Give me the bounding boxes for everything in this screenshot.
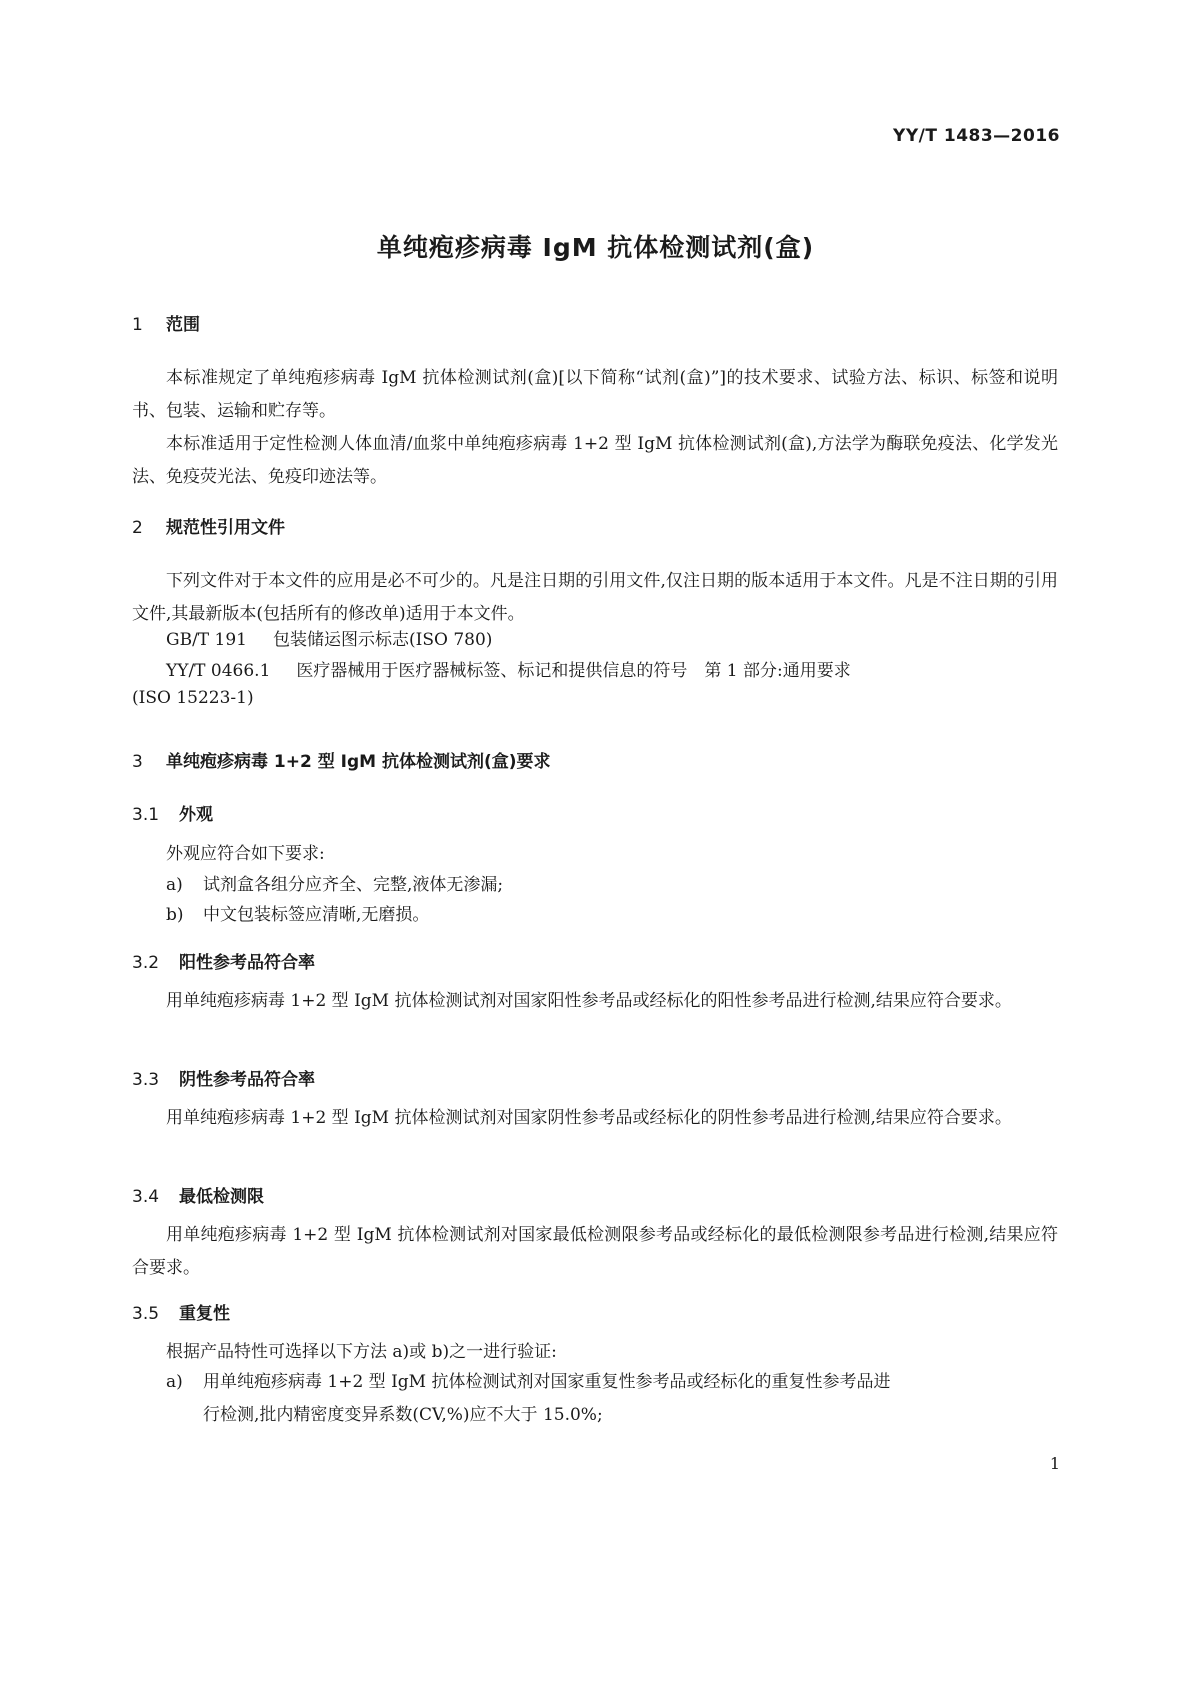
section-2-paragraph-1: 下列文件对于本文件的应用是必不可少的。凡是注日期的引用文件,仅注日期的版本适用于本文件。凡是不注日期的引用文件,其最新版本(包括所有的修改单)适用于本文件。 xyxy=(132,571,1058,624)
reference-1 xyxy=(166,624,492,657)
list-item-text: 试剂盒各组分应齐全、完整,液体无渗漏; xyxy=(203,875,504,895)
list-item xyxy=(166,869,1058,902)
subsection-3-3-heading xyxy=(132,1065,315,1090)
subsection-title: 最低检测限 xyxy=(179,1187,264,1207)
document-title: 单纯疱疹病毒 IgM 抗体检测试剂(盒) xyxy=(376,233,815,262)
subsection-number: 3.4 xyxy=(132,1187,160,1207)
standard-code: YY/T 1483—2016 xyxy=(893,126,1060,146)
subsection-title: 阳性参考品符合率 xyxy=(179,953,315,973)
subsection-number: 3.5 xyxy=(132,1304,160,1324)
subsection-title: 外观 xyxy=(179,805,213,825)
section-number: 2 xyxy=(132,518,143,538)
subsection-3-2-heading xyxy=(132,948,315,973)
list-item xyxy=(166,1366,1058,1432)
list-item-text: 用单纯疱疹病毒 1+2 型 IgM 抗体检测试剂对国家重复性参考品或经标化的重复性参考品进 xyxy=(203,1372,891,1392)
list-item xyxy=(166,899,1058,932)
reference-title: 包装储运图示标志(ISO 780) xyxy=(273,630,493,650)
page-number: 1 xyxy=(1049,1454,1060,1473)
section-title: 规范性引用文件 xyxy=(166,518,285,538)
section-2-heading xyxy=(132,513,285,538)
subsection-3-3-paragraph: 用单纯疱疹病毒 1+2 型 IgM 抗体检测试剂对国家阴性参考品或经标化的阴性参考品进行检测,结果应符合要求。 xyxy=(166,1108,1012,1128)
subsection-number: 3.2 xyxy=(132,953,160,973)
section-1-paragraph-2: 本标准适用于定性检测人体血清/血浆中单纯疱疹病毒 1+2 型 IgM 抗体检测试剂(盒),方法学为酶联免疫法、化学发光法、免疫荧光法、免疫印迹法等。 xyxy=(132,434,1058,487)
subsection-3-2-paragraph: 用单纯疱疹病毒 1+2 型 IgM 抗体检测试剂对国家阳性参考品或经标化的阳性参考品进行检测,结果应符合要求。 xyxy=(166,991,1012,1011)
section-3-heading xyxy=(132,747,551,772)
subsection-title: 重复性 xyxy=(179,1304,230,1324)
subsection-3-4-paragraph: 用单纯疱疹病毒 1+2 型 IgM 抗体检测试剂对国家最低检测限参考品或经标化的最低检测限参考品进行检测,结果应符合要求。 xyxy=(132,1225,1058,1278)
section-title: 范围 xyxy=(166,315,200,335)
section-1-heading xyxy=(132,310,200,335)
list-item-continuation: 行检测,批内精密度变异系数(CV,%)应不大于 15.0%; xyxy=(203,1405,603,1425)
section-number: 3 xyxy=(132,752,143,772)
reference-title: 医疗器械用于医疗器械标签、标记和提供信息的符号 第 1 部分:通用要求 xyxy=(296,661,851,681)
subsection-3-1-intro: 外观应符合如下要求: xyxy=(166,844,325,864)
reference-2-continuation: (ISO 15223-1) xyxy=(132,688,254,708)
section-1-paragraph-1: 本标准规定了单纯疱疹病毒 IgM 抗体检测试剂(盒)[以下简称“试剂(盒)”]的技术要求、试验方法、标识、标签和说明书、包装、运输和贮存等。 xyxy=(132,368,1058,421)
list-item-text: 中文包装标签应清晰,无磨损。 xyxy=(203,905,430,925)
list-item-label: b) xyxy=(166,905,184,925)
reference-2 xyxy=(166,655,851,688)
list-item-label: a) xyxy=(166,875,183,895)
subsection-title: 阴性参考品符合率 xyxy=(179,1070,315,1090)
section-title: 单纯疱疹病毒 1+2 型 IgM 抗体检测试剂(盒)要求 xyxy=(166,752,551,772)
subsection-number: 3.1 xyxy=(132,805,160,825)
subsection-3-5-intro: 根据产品特性可选择以下方法 a)或 b)之一进行验证: xyxy=(166,1342,557,1362)
reference-code: GB/T 191 xyxy=(166,630,247,650)
section-number: 1 xyxy=(132,315,143,335)
list-item-label: a) xyxy=(166,1372,183,1392)
subsection-3-5-heading xyxy=(132,1299,230,1324)
subsection-3-1-heading xyxy=(132,800,213,825)
subsection-number: 3.3 xyxy=(132,1070,160,1090)
subsection-3-4-heading xyxy=(132,1182,264,1207)
reference-code: YY/T 0466.1 xyxy=(166,661,271,681)
